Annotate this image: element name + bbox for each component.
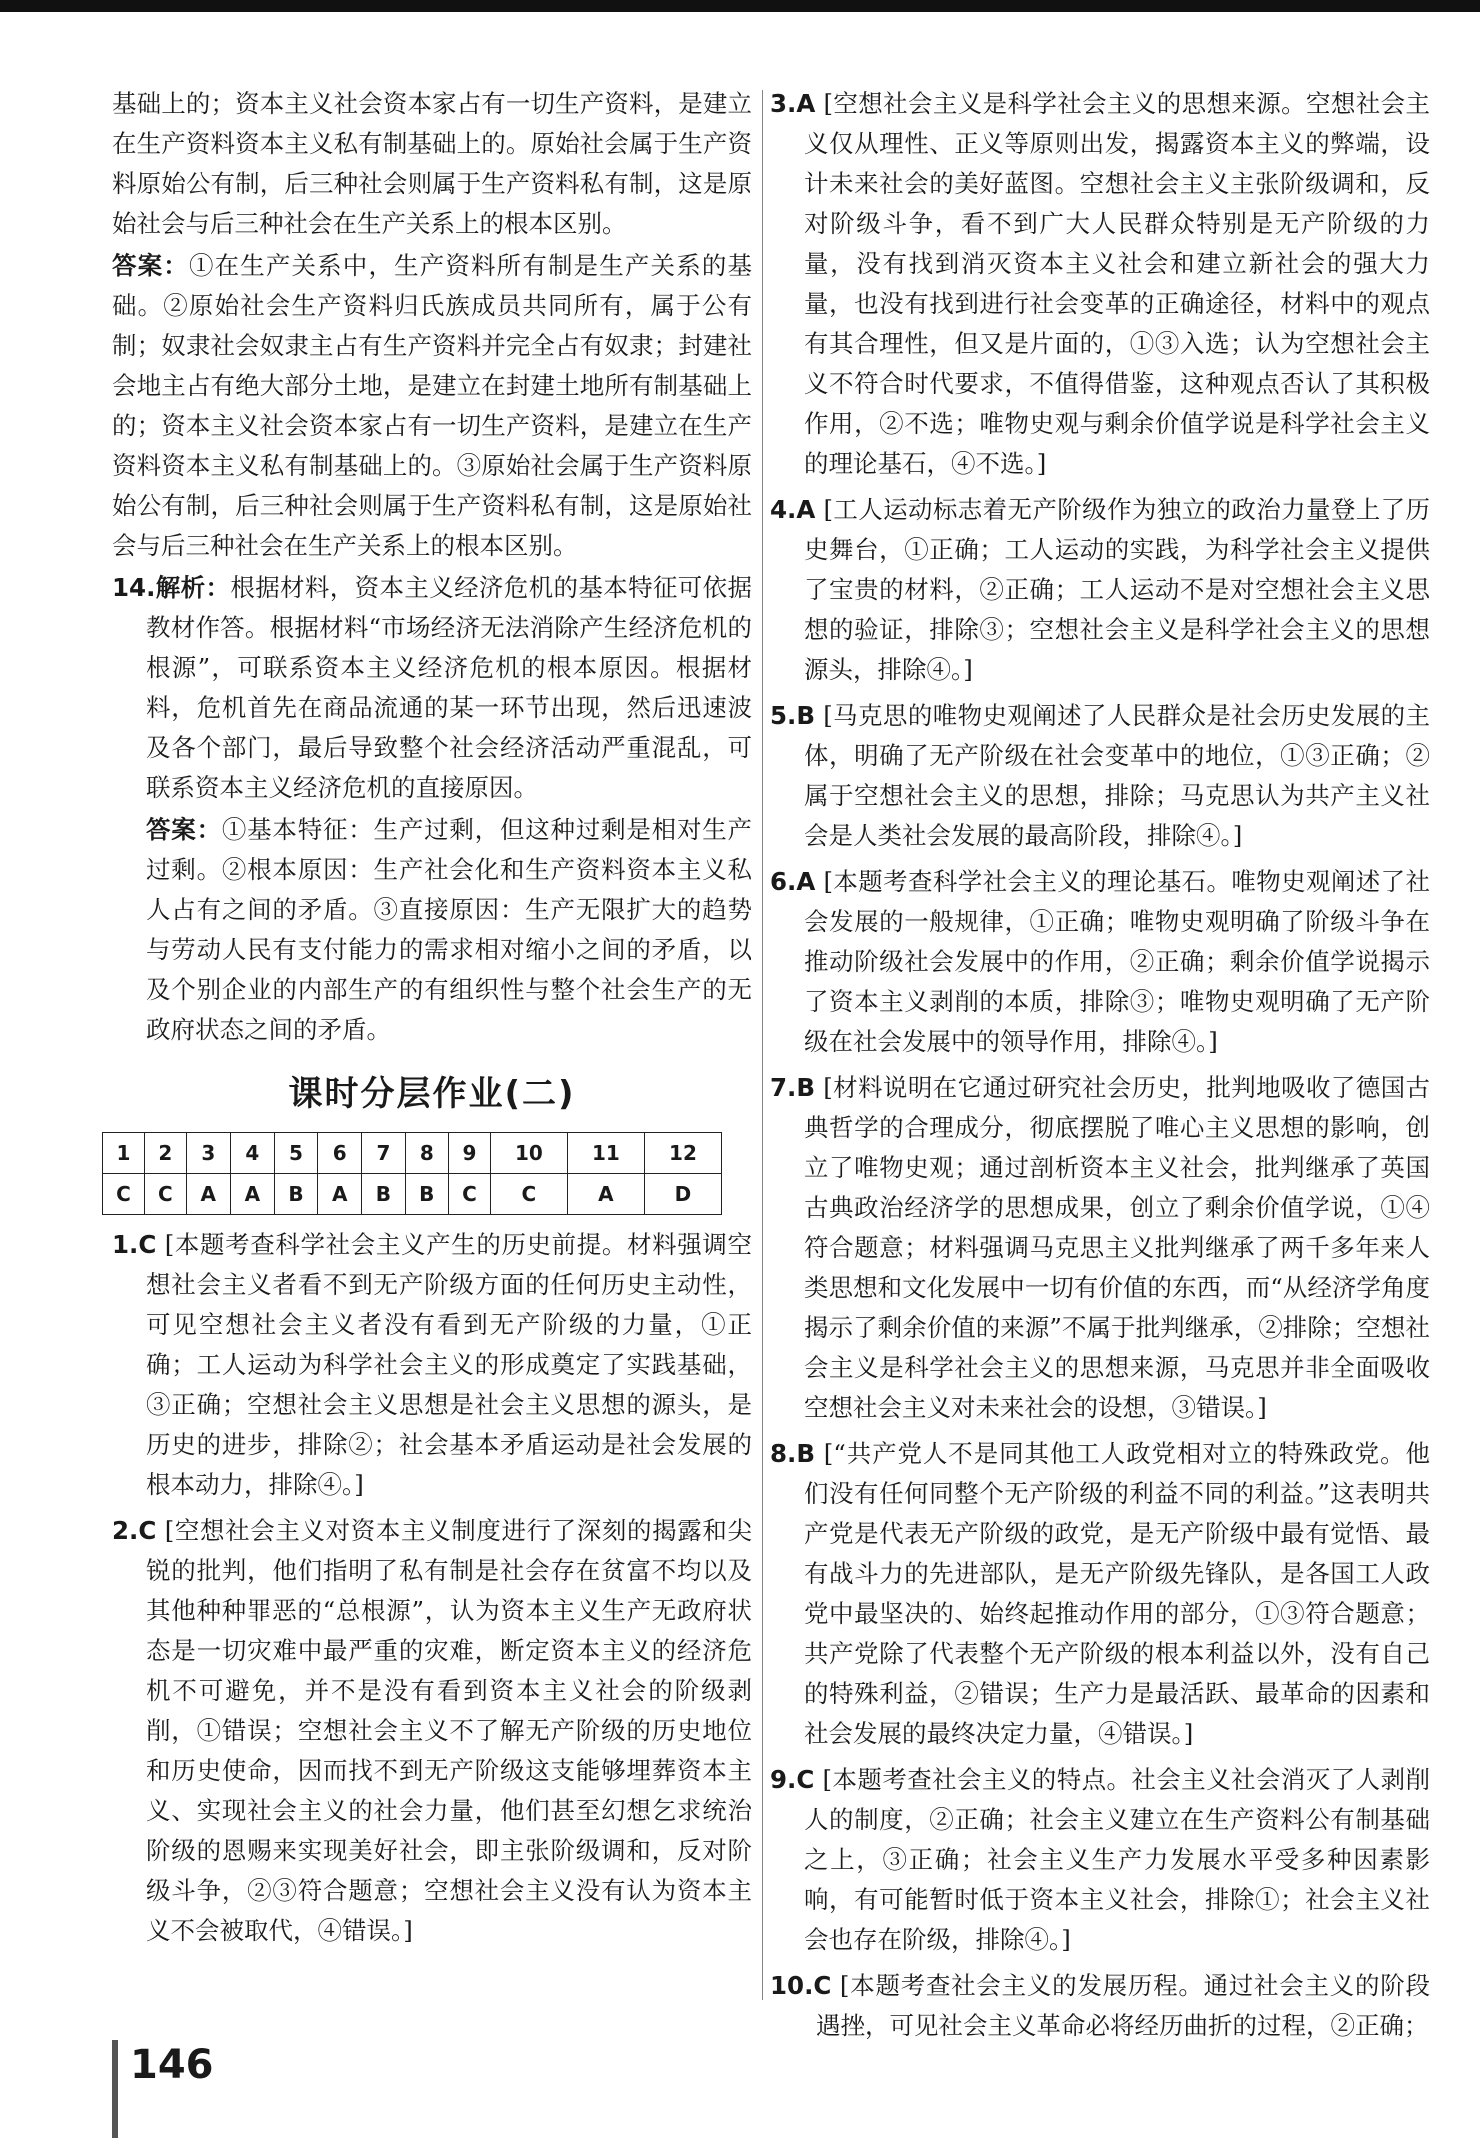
item-text: [本题考查科学社会主义的理论基石。唯物史观阐述了社会发展的一般规律，①正确；唯物史观明确了阶级斗争在推动阶级社会发展中的作用，②正确；剩余价值学说揭示了资本主义剥削的本质，排除③；唯物史观明确了无产阶级在社会发展中的领导作用，排除④。] bbox=[804, 867, 1430, 1056]
question-14-analysis bbox=[112, 568, 752, 808]
list-item bbox=[770, 1760, 1430, 1960]
analysis-label: 解析： bbox=[155, 573, 231, 602]
page-number: 146 bbox=[130, 2042, 214, 2088]
table-cell: 4 bbox=[230, 1133, 274, 1174]
list-item bbox=[770, 696, 1430, 856]
answer-14-text: ①基本特征：生产过剩，但这种过剩是相对生产过剩。②根本原因：生产社会化和生产资料资本主义私人占有之间的矛盾。③直接原因：生产无限扩大的趋势与劳动人民有支付能力的需求相对缩小之间的矛盾，以及个别企业的内部生产的有组织性与整个社会生产的无政府状态之间的矛盾。 bbox=[146, 815, 753, 1044]
top-border bbox=[0, 0, 1480, 12]
page-number-bar bbox=[112, 2040, 118, 2138]
table-cell: B bbox=[274, 1174, 317, 1215]
table-cell: 9 bbox=[449, 1133, 491, 1174]
table-cell: C bbox=[490, 1174, 567, 1215]
answer-label: 答案： bbox=[112, 251, 189, 280]
table-cell: A bbox=[186, 1174, 230, 1215]
table-cell: 7 bbox=[362, 1133, 405, 1174]
list-item bbox=[112, 1225, 752, 1505]
answer-key-header-row bbox=[103, 1133, 722, 1174]
item-number: 5.B bbox=[770, 701, 816, 730]
answer-key-values-row bbox=[103, 1174, 722, 1215]
item-number: 8.B bbox=[770, 1439, 816, 1468]
list-item bbox=[770, 1434, 1430, 1754]
table-cell: 11 bbox=[567, 1133, 644, 1174]
item-text: [马克思的唯物史观阐述了人民群众是社会历史发展的主体，明确了无产阶级在社会变革中的地位，①③正确；②属于空想社会主义的思想，排除；马克思认为共产主义社会是人类社会发展的最高阶段，排除④。] bbox=[804, 701, 1430, 850]
right-column bbox=[770, 84, 1430, 2052]
table-cell: A bbox=[318, 1174, 362, 1215]
item-text: [空想社会主义是科学社会主义的思想来源。空想社会主义仅从理性、正义等原则出发，揭露资本主义的弊端，设计未来社会的美好蓝图。空想社会主义主张阶级调和，反对阶级斗争，看不到广大人民群众特别是无产阶级的力量，没有找到消灭资本主义社会和建立新社会的强大力量，也没有找到进行社会变革的正确途径，材料中的观点有其合理性，但又是片面的，①③入选；认为空想社会主义不符合时代要求，不值得借鉴，这种观点否认了其积极作用，②不选；唯物史观与剩余价值学说是科学社会主义的理论基石，④不选。] bbox=[804, 89, 1430, 478]
list-item bbox=[770, 1068, 1430, 1428]
question-14-text: 根据材料，资本主义经济危机的基本特征可依据教材作答。根据材料“市场经济无法消除产生经济危机的根源”，可联系资本主义经济危机的根本原因。根据材料，危机首先在商品流通的某一环节出现，然后迅速波及各个部门，最后导致整个社会经济活动严重混乱，可联系资本主义经济危机的直接原因。 bbox=[146, 573, 753, 802]
table-cell: 6 bbox=[318, 1133, 362, 1174]
table-cell: 3 bbox=[186, 1133, 230, 1174]
answer-13-text: ①在生产关系中，生产资料所有制是生产关系的基础。②原始社会生产资料归氏族成员共同所有，属于公有制；奴隶社会奴隶主占有生产资料并完全占有奴隶；封建社会地主占有绝大部分土地，是建立在封建土地所有制基础上的；资本主义社会资本家占有一切生产资料，是建立在生产资料资本主义私有制基础上的。③原始社会属于生产资料原始公有制，后三种社会则属于生产资料私有制，这是原始社会与后三种社会在生产关系上的根本区别。 bbox=[112, 251, 752, 560]
item-text: [材料说明在它通过研究社会历史，批判地吸收了德国古典哲学的合理成分，彻底摆脱了唯心主义思想的影响，创立了唯物史观；通过剖析资本主义社会，批判继承了英国古典政治经济学的思想成果，创立了剩余价值学说，①④符合题意；材料强调马克思主义批判继承了两千多年来人类思想和文化发展中一切有价值的东西，而“从经济学角度揭示了剩余价值的来源”不属于批判继承，②排除；空想社会主义是科学社会主义的思想来源，马克思并非全面吸收空想社会主义对未来社会的设想，③错误。] bbox=[804, 1073, 1430, 1422]
list-item bbox=[770, 1966, 1430, 2046]
table-cell: B bbox=[405, 1174, 448, 1215]
item-number: 6.A bbox=[770, 867, 816, 896]
question-number: 14. bbox=[112, 573, 156, 602]
section-title: 课时分层作业(二) bbox=[288, 1074, 576, 1114]
table-cell: C bbox=[144, 1174, 186, 1215]
item-number: 2.C bbox=[112, 1516, 157, 1545]
column-divider bbox=[762, 90, 763, 2000]
table-cell: 8 bbox=[405, 1133, 448, 1174]
item-text: [本题考查社会主义的发展历程。通过社会主义的阶段遇挫，可见社会主义革命必将经历曲折的过程，②正确； bbox=[816, 1971, 1430, 2040]
table-cell: 1 bbox=[103, 1133, 145, 1174]
paragraph-13-analysis-end: 基础上的；资本主义社会资本家占有一切生产资料，是建立在生产资料资本主义私有制基础上的。原始社会属于生产资料原始公有制，后三种社会则属于生产资料私有制，这是原始社会与后三种社会在生产关系上的根本区别。 bbox=[112, 89, 752, 238]
item-text: [工人运动标志着无产阶级作为独立的政治力量登上了历史舞台，①正确；工人运动的实践，为科学社会主义提供了宝贵的材料，②正确；工人运动不是对空想社会主义思想的验证，排除③；空想社会主义是科学社会主义的思想源头，排除④。] bbox=[804, 495, 1430, 684]
answer-14 bbox=[112, 810, 752, 1050]
table-cell: 2 bbox=[144, 1133, 186, 1174]
table-cell: B bbox=[362, 1174, 405, 1215]
answer-13 bbox=[112, 246, 752, 566]
table-cell: 12 bbox=[644, 1133, 721, 1174]
item-number: 1.C bbox=[112, 1230, 157, 1259]
table-cell: D bbox=[644, 1174, 721, 1215]
item-number: 3.A bbox=[770, 89, 816, 118]
item-text: [“共产党人不是同其他工人政党相对立的特殊政党。他们没有任何同整个无产阶级的利益不同的利益。”这表明共产党是代表无产阶级的政党，是无产阶级中最有觉悟、最有战斗力的先进部队，是无产阶级先锋队，是各国工人政党中最坚决的、始终起推动作用的部分，①③符合题意；共产党除了代表整个无产阶级的根本利益以外，没有自己的特殊利益，②错误；生产力是最活跃、最革命的因素和社会发展的最终决定力量，④错误。] bbox=[804, 1439, 1430, 1748]
item-number: 9.C bbox=[770, 1765, 815, 1794]
item-number: 7.B bbox=[770, 1073, 816, 1102]
list-item bbox=[770, 84, 1430, 484]
list-item bbox=[770, 862, 1430, 1062]
item-text: [本题考查社会主义的特点。社会主义社会消灭了人剥削人的制度，②正确；社会主义建立在生产资料公有制基础之上，③正确；社会主义生产力发展水平受多种因素影响，有可能暂时低于资本主义社会，排除①；社会主义社会也存在阶级，排除④。] bbox=[804, 1765, 1430, 1954]
table-cell: C bbox=[449, 1174, 491, 1215]
answer-key-table bbox=[102, 1132, 722, 1215]
item-text: [本题考查科学社会主义产生的历史前提。材料强调空想社会主义者看不到无产阶级方面的任何历史主动性，可见空想社会主义者没有看到无产阶级的力量，①正确；工人运动为科学社会主义的形成奠定了实践基础，③正确；空想社会主义思想是社会主义思想的源头，是历史的进步，排除②；社会基本矛盾运动是社会发展的根本动力，排除④。] bbox=[146, 1230, 752, 1499]
left-column bbox=[112, 84, 752, 1957]
answer-label: 答案： bbox=[146, 815, 222, 844]
table-cell: A bbox=[230, 1174, 274, 1215]
item-number: 4.A bbox=[770, 495, 816, 524]
item-number: 10.C bbox=[770, 1971, 832, 2000]
item-text: [空想社会主义对资本主义制度进行了深刻的揭露和尖锐的批判，他们指明了私有制是社会存在贫富不均以及其他种种罪恶的“总根源”，认为资本主义生产无政府状态是一切灾难中最严重的灾难，断定资本主义的经济危机不可避免，并不是没有看到资本主义社会的阶级剥削，①错误；空想社会主义不了解无产阶级的历史地位和历史使命，因而找不到无产阶级这支能够埋葬资本主义、实现社会主义的社会力量，他们甚至幻想乞求统治阶级的恩赐来实现美好社会，即主张阶级调和，反对阶级斗争，②③符合题意；空想社会主义没有认为资本主义不会被取代，④错误。] bbox=[146, 1516, 752, 1945]
list-item bbox=[112, 1511, 752, 1951]
table-cell: C bbox=[103, 1174, 145, 1215]
table-cell: A bbox=[567, 1174, 644, 1215]
table-cell: 5 bbox=[274, 1133, 317, 1174]
table-cell: 10 bbox=[490, 1133, 567, 1174]
list-item bbox=[770, 490, 1430, 690]
